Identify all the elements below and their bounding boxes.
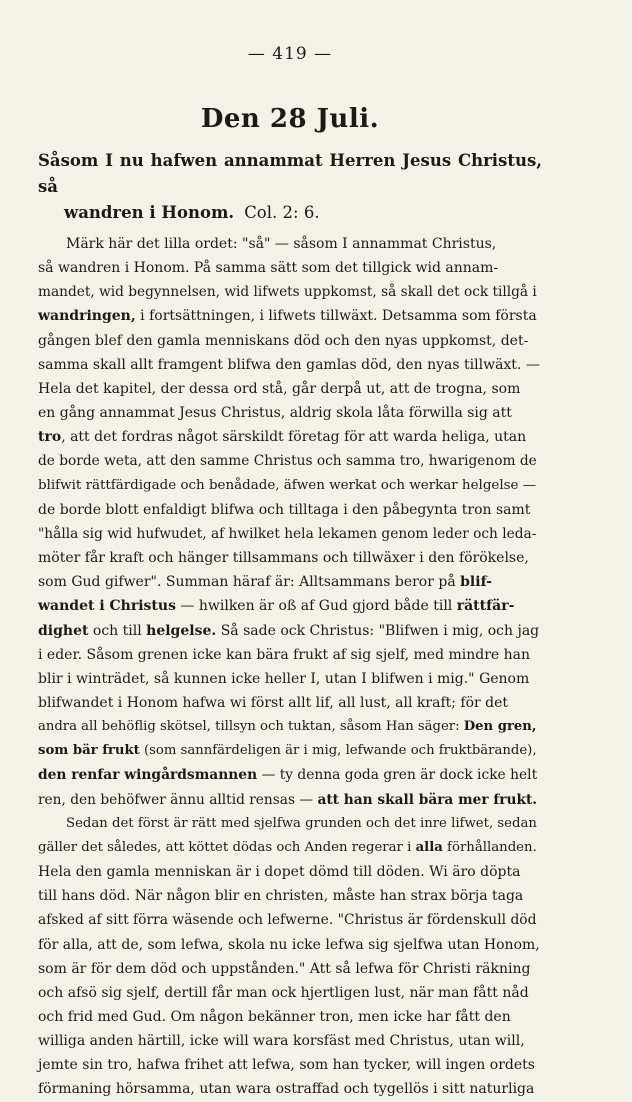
text-line (38, 739, 542, 763)
text-line (38, 715, 542, 739)
emphasis: wandringen, (38, 308, 136, 325)
text-span: förhållanden. (442, 839, 537, 855)
emphasis: rättfär- (456, 598, 515, 615)
text-span: , att det fordras något särskildt företag för att warda heliga, utan (61, 429, 527, 446)
verse-text-line2: wandren i Honom. (64, 203, 235, 222)
text-line: de borde weta, att den samme Christus och samma tro, hwarigenom de (38, 453, 537, 470)
text-line: samma skall allt framgent blifwa den gamlas död, den nyas tillwäxt. — (38, 356, 540, 373)
emphasis: Den gren, (463, 719, 537, 735)
bible-verse (38, 148, 542, 226)
emphasis: alla (415, 839, 443, 855)
text-line (38, 570, 542, 594)
text-line (38, 788, 542, 812)
text-line: Hela den gamla menniskan är i dopet dömd till döden. Wi äro döpta (38, 864, 521, 881)
emphasis: den renfar wingårdsmannen (38, 767, 258, 784)
text-line: gången blef den gamla menniskans död och den nyas uppkomst, det- (38, 332, 529, 349)
text-span: gäller det således, att köttet dödas och Anden regerar i (38, 839, 416, 855)
emphasis: wandet i Christus (38, 598, 176, 615)
text-span: och till (88, 622, 147, 639)
text-span: ren, den behöfwer ännu alltid rensas — (38, 791, 318, 808)
text-line (38, 304, 542, 328)
emphasis: dighet (38, 622, 89, 639)
text-line: Sedan det först är rätt med sjelfwa grunden och det inre lifwet, sedan (66, 815, 537, 831)
emphasis: som bär frukt (38, 743, 140, 759)
text-line: williga anden härtill, icke will wara korsfäst med Christus, utan will, (38, 1033, 525, 1050)
text-line (38, 594, 542, 618)
text-span: i fortsättningen, i lifwets tillwäxt. Detsamma som första (135, 308, 537, 325)
text-line: Märk här det lilla ordet: "så" — såsom I annammat Christus, (66, 236, 497, 252)
text-line: förmaning hörsamma, utan wara ostraffad och tygellös i sitt naturliga (38, 1081, 535, 1098)
text-line: som är för dem död och uppstånden." Att så lefwa för Christi räkning (38, 960, 531, 977)
text-line: jemte sin tro, hafwa frihet att lefwa, som han tycker, will ingen ordets (38, 1057, 535, 1074)
text-line: möter får kraft och hänger tillsammans och tillwäxer i den förökelse, (38, 550, 529, 567)
emphasis: tro (38, 429, 62, 446)
verse-line2 (38, 200, 542, 226)
text-line (38, 763, 542, 787)
text-span: andra all behöflig skötsel, tillsyn och tuktan, såsom Han säger: (38, 719, 464, 735)
body-text (38, 232, 542, 1102)
text-line: mandet, wid begynnelsen, wid lifwets uppkomst, så skall det ock tillgå i (38, 284, 537, 301)
emphasis: helgelse. (146, 622, 217, 639)
text-line: så wandren i Honom. På samma sätt som det tillgick wid annam- (38, 260, 499, 277)
emphasis: blif- (460, 574, 492, 591)
text-span: (som sannfärdeligen är i mig, lefwande och fruktbärande), (139, 743, 537, 759)
verse-reference: Col. 2: 6. (244, 203, 320, 222)
text-span: Så sade ock Christus: "Blifwen i mig, och jag (216, 622, 540, 639)
text-line (38, 619, 542, 643)
text-line: Hela det kapitel, der dessa ord stå, går derpå ut, att de trogna, som (38, 380, 521, 397)
page-heading: Den 28 Juli. (200, 104, 380, 134)
text-line: blifwandet i Honom hafwa wi först allt lif, all lust, all kraft; för det (38, 694, 509, 711)
text-line (38, 836, 542, 860)
text-line: i eder. Såsom grenen icke kan bära frukt af sig sjelf, med mindre han (38, 646, 531, 663)
text-line: för alla, att de, som lefwa, skola nu icke lefwa sig sjelfwa utan Honom, (38, 936, 540, 953)
text-line: afsked af sitt förra wäsende och lefwerne. "Christus är fördenskull död (38, 912, 537, 929)
verse-text-line1: Såsom I nu hafwen annammat Herren Jesus Christus, så (38, 151, 542, 196)
page-number: — 419 — (247, 44, 333, 64)
text-line: till hans död. När någon blir en christen, måste han strax börja taga (38, 888, 524, 905)
text-span: — hwilken är oß af Gud gjord både till (175, 598, 457, 615)
text-line: blifwit rättfärdigade och benådade, äfwen werkat och werkar helgelse — (38, 477, 537, 493)
text-line (38, 425, 542, 449)
text-line: och afsö sig sjelf, dertill får man ock hjertligen lust, när man fått nåd (38, 984, 529, 1001)
text-line: de borde blott enfaldigt blifwa och tilltaga i den påbegynta tron samt (38, 501, 531, 518)
text-line: "hålla sig wid hufwudet, af hwilket hela lekamen genom leder och leda- (38, 525, 537, 542)
text-span: — ty denna goda gren är dock icke helt (257, 767, 538, 784)
text-span: som Gud gifwer". Summan häraf är: Alltsammans beror på (38, 574, 461, 591)
emphasis: att han skall bära mer frukt. (317, 791, 538, 808)
text-line: blir i winträdet, så kunnen icke heller I, utan I blifwen i mig." Genom (38, 670, 530, 687)
text-line: en gång annammat Jesus Christus, aldrig skola låta förwilla sig att (38, 405, 512, 422)
text-line: och frid med Gud. Om någon bekänner tron, men icke har fått den (38, 1009, 511, 1025)
